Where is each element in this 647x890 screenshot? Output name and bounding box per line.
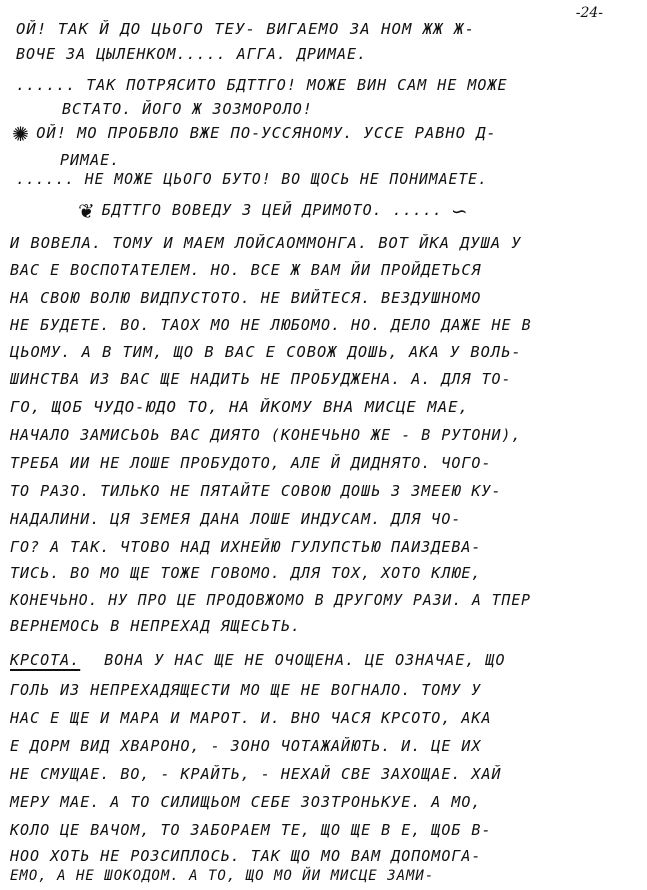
text-line: НОО ХОТЬ НЕ РОЗСИПЛОСЬ. ТАК ЩО МО ВАМ ДОПОМОГА- — [10, 847, 482, 865]
text-line: НЕ СМУЩАЕ. ВО, - КРАЙТЬ, - НЕХАЙ СВЕ ЗАХОЩАЕ. ХАЙ — [10, 765, 502, 783]
text-line: ЦЬОМУ. А В ТИМ, ЩО В ВАС Е СОВОЖ ДОШЬ, АКА У ВОЛЬ- — [10, 343, 522, 361]
text-line: ГОЛЬ ИЗ НЕПРЕХАДЯЩЕСТИ МО ЩЕ НЕ ВОГНАЛО. ТОМУ У — [10, 681, 482, 699]
text-line: И ВОВЕЛА. ТОМУ И МАЕМ ЛОЙСАОММОНГА. ВОТ ЙКА ДУША У — [10, 234, 522, 252]
text-line: ТО РАЗО. ТИЛЬКО НЕ ПЯТАЙТЕ СОВОЮ ДОШЬ З ЗМЕЕЮ КУ- — [10, 482, 502, 500]
text-line: ВСТАТО. ЙОГО Ж ЗОЗМОРОЛО! — [62, 100, 313, 118]
line-text: ОЙ! МО ПРОБВЛО ВЖЕ ПО-УССЯНОМУ. УССЕ РАВНО Д- — [36, 124, 497, 142]
text-line: ВАС Е ВОСПОТАТЕЛЕМ. НО. ВСЕ Ж ВАМ ЙИ ПРОЙДЕТЬСЯ — [10, 261, 482, 279]
text-line — [10, 653, 505, 668]
text-line: ВЕРНЕМОСЬ В НЕПРЕХАД ЯЩЕСЬТЬ. — [10, 617, 301, 635]
text-line: КОНЕЧЬНО. НУ ПРО ЦЕ ПРОДОВЖОМО В ДРУГОМУ РАЗИ. А ТПЕР — [10, 591, 532, 609]
text-line: НЕ БУДЕТЕ. ВО. ТАОХ МО НЕ ЛЮБОМО. НО. ДЕЛО ДАЖЕ НЕ В — [10, 316, 532, 334]
text-line: ШИНСТВА ИЗ ВАС ЩЕ НАДИТЬ НЕ ПРОБУДЖЕНА. А. ДЛЯ ТО- — [10, 370, 512, 388]
text-line: НАЧАЛО ЗАМИСЬОЬ ВАС ДИЯТО (КОНЕЧЬНО ЖЕ - В РУТОНИ), — [10, 426, 522, 444]
line-text: ВОНА У НАС ЩЕ НЕ ОЧОЩЕНА. ЦЕ ОЗНАЧАЕ, ЩО — [104, 651, 506, 669]
flourish-icon: ❦ — [78, 199, 96, 223]
text-line: НАС Е ЩЕ И МАРА И МАРОТ. И. ВНО ЧАСЯ КРСОТО, АКА — [10, 709, 492, 727]
text-line: ОЙ! ТАК Й ДО ЦЬОГО ТЕУ- ВИГАЕМО ЗА НОМ ЖЖ Ж- — [16, 20, 476, 38]
text-line: ЕМО, А НЕ ШОКОДОМ. А ТО, ЩО МО ЙИ МИСЦЕ ЗАМИ- — [10, 868, 435, 884]
text-line: МЕРУ МАЕ. А ТО СИЛИЩЬОМ СЕБЕ ЗОЗТРОНЬКУЕ. А МО, — [10, 793, 482, 811]
text-line: Е ДОРМ ВИД ХВАРОНО, - ЗОНО ЧОТАЖАЙЮТЬ. И. ЦЕ ИХ — [10, 737, 482, 755]
text-line: ГО, ЩОБ ЧУДО-ЮДО ТО, НА ЙКОМУ ВНА МИСЦЕ МАЕ, — [10, 398, 470, 416]
text-line — [12, 124, 497, 144]
text-line: ...... НЕ МОЖЕ ЦЬОГО БУТО! ВО ЩОСЬ НЕ ПОНИМАЕТЕ. — [16, 170, 488, 188]
text-line: РИМАЕ. — [60, 151, 121, 169]
section-heading: КРСОТА. — [10, 651, 81, 669]
page-number: -24- — [575, 5, 603, 21]
text-line: ТИСЬ. ВО МО ЩЕ ТОЖЕ ГОВОМО. ДЛЯ ТОХ, ХОТО КЛЮЕ, — [10, 564, 482, 582]
wheel-icon: ✺ — [12, 122, 31, 146]
text-line: КОЛО ЦЕ ВАЧОМ, ТО ЗАБОРАЕМ ТЕ, ЩО ЩЕ В Е, ЩОБ В- — [10, 821, 492, 839]
text-line: ВОЧЕ ЗА ЦЫЛЕНКОМ..... АГГА. ДРИМАЕ. — [16, 45, 368, 63]
line-text: БДТТГО ВОВЕДУ З ЦЕЙ ДРИМОТО. ..... — [101, 201, 443, 219]
squiggle-icon: ∽ — [450, 199, 469, 223]
text-line: ...... ТАК ПОТРЯСИТО БДТТГО! МОЖЕ ВИН САМ НЕ МОЖЕ — [16, 76, 508, 94]
text-line: ТРЕБА ИИ НЕ ЛОШЕ ПРОБУДОТО, АЛЕ Й ДИДНЯТО. ЧОГО- — [10, 454, 492, 472]
text-line: ГО? А ТАК. ЧТОВО НАД ИХНЕЙЮ ГУЛУПСТЬЮ ПАИЗДЕВА- — [10, 538, 482, 556]
text-line — [78, 201, 475, 221]
text-line: НА СВОЮ ВОЛЮ ВИДПУСТОТО. НЕ ВИЙТЕСЯ. ВЕЗДУШНОМО — [10, 289, 482, 307]
text-line: НАДАЛИНИ. ЦЯ ЗЕМЕЯ ДАНА ЛОШЕ ИНДУСАМ. ДЛЯ ЧО- — [10, 510, 462, 528]
